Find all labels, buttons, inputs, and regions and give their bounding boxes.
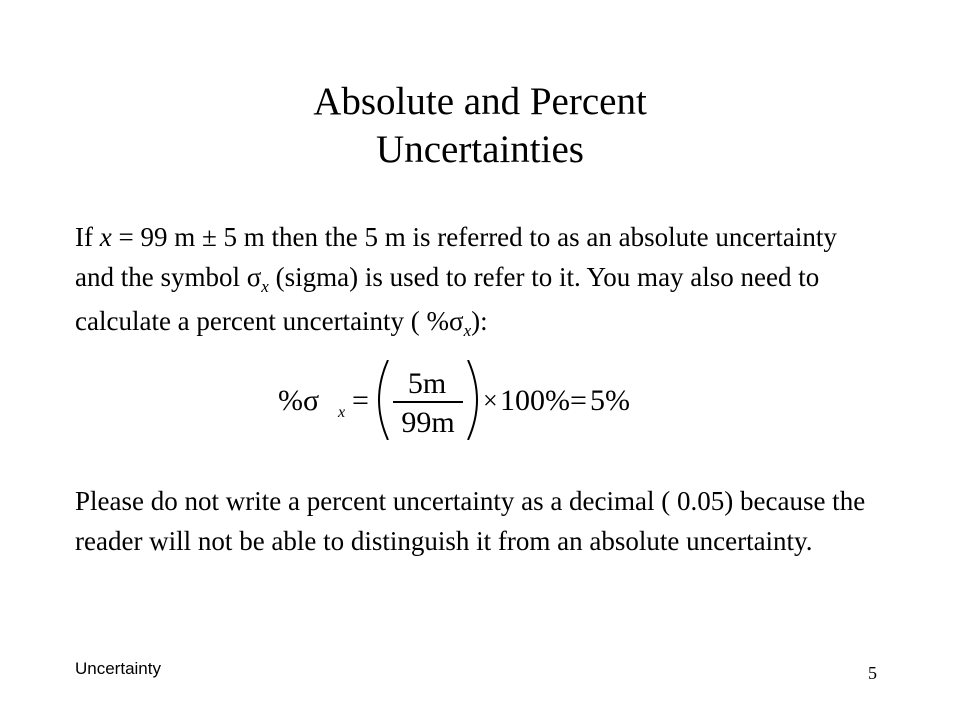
para1-text-a: = 99 m ± 5 m then the 5 m is referred to as an absolute uncertainty and the symbol xyxy=(75,222,837,292)
sigma-subscript: x xyxy=(261,277,269,296)
equation-hundred-percent: 100% xyxy=(500,384,570,417)
equation-result: 5% xyxy=(590,384,630,417)
fraction-numerator: 5m xyxy=(407,367,447,400)
fraction-denominator: 99m xyxy=(401,406,455,439)
equation-lhs: %σ xyxy=(278,384,320,417)
paragraph-decimal-warning: Please do not write a percent uncertainty as a decimal ( 0.05) because the reader will not be able to distinguish it from an absolute uncertainty. xyxy=(75,486,866,556)
equation-equals-2: = xyxy=(570,384,587,417)
para1-end: ): xyxy=(471,306,488,336)
page-number: 5 xyxy=(868,663,877,683)
equation-lhs-subscript: x xyxy=(338,404,346,421)
title-line-2: Uncertainties xyxy=(376,128,584,171)
paragraph-absolute-uncertainty xyxy=(75,217,875,345)
left-parenthesis xyxy=(379,360,388,440)
equation-equals-1: = xyxy=(352,384,369,417)
title-line-1: Absolute and Percent xyxy=(313,80,647,123)
slide-title xyxy=(0,78,960,174)
para1-if: If xyxy=(75,222,93,252)
sigma-symbol-2: σ xyxy=(449,306,464,336)
para1-text-b: (sigma) is used to refer to it. You may also need to calculate a percent uncertainty ( % xyxy=(75,262,820,336)
sigma-subscript-2: x xyxy=(463,321,472,340)
percent-uncertainty-equation xyxy=(270,360,650,440)
footer-title: Uncertainty xyxy=(75,659,161,678)
variable-x: x xyxy=(99,222,112,252)
sigma-symbol: σ xyxy=(246,262,262,292)
right-parenthesis xyxy=(468,360,477,440)
equation-times: × xyxy=(483,386,498,415)
